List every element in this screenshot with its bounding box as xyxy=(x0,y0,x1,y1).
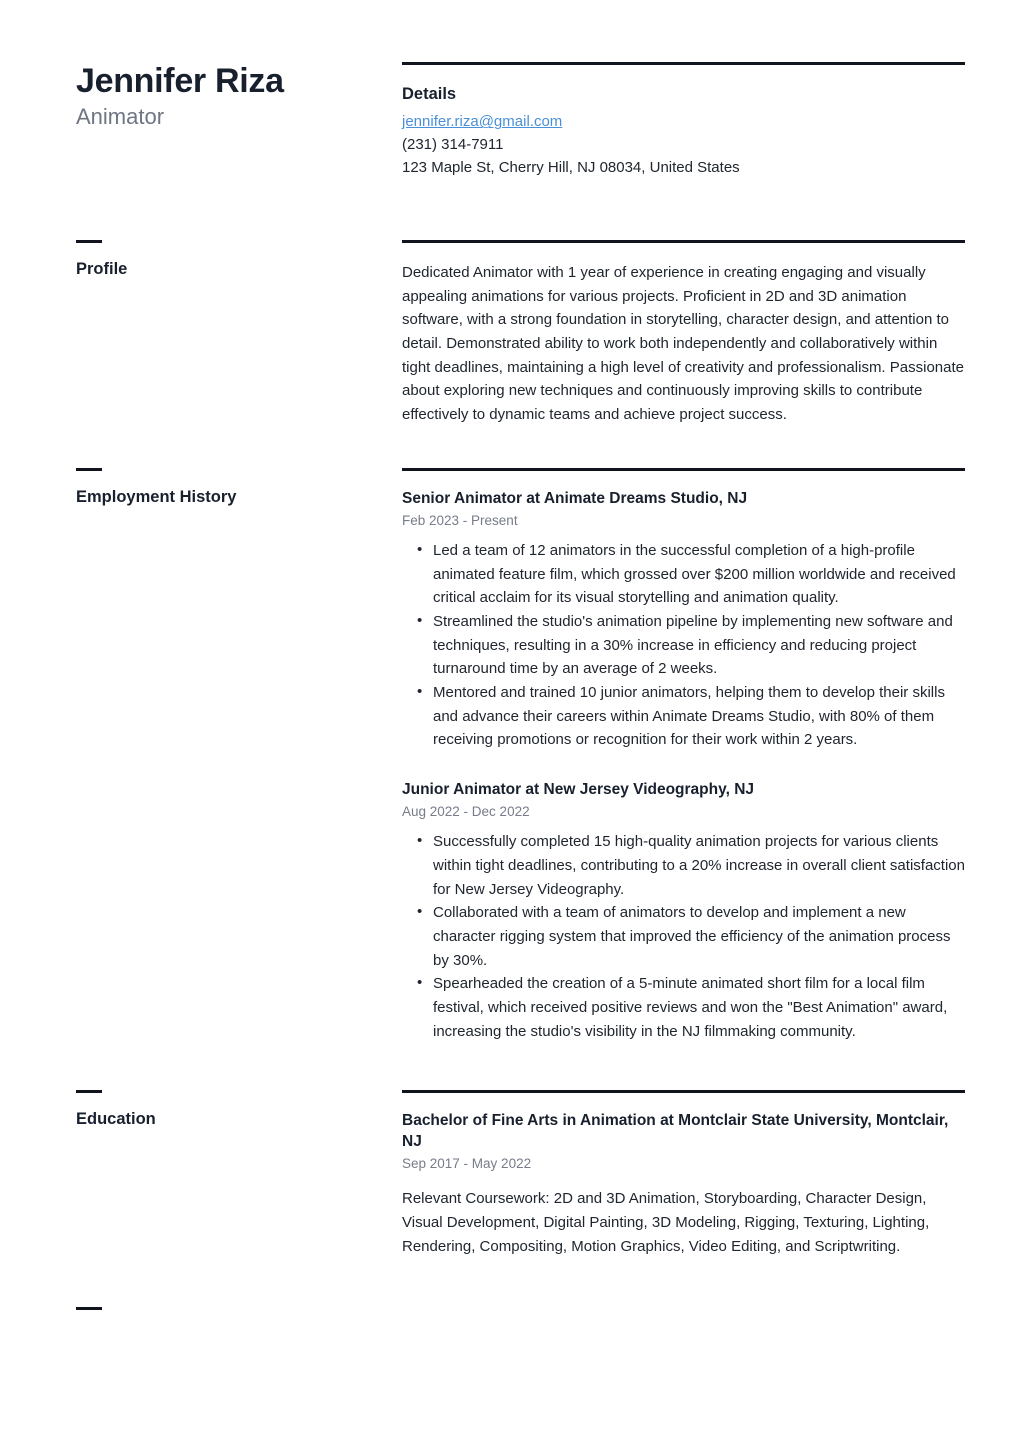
education-entry-title: Bachelor of Fine Arts in Animation at Montclair State University, Montclair, NJ xyxy=(402,1112,949,1151)
education-section xyxy=(402,1090,965,1258)
sidebar-item-profile xyxy=(76,240,402,427)
header-left xyxy=(76,62,402,180)
details-section xyxy=(402,62,965,180)
education-entry xyxy=(402,1111,965,1258)
employment-bullet-list xyxy=(402,539,965,752)
sidebar-dash-icon xyxy=(76,240,102,243)
spacer xyxy=(76,427,402,468)
next-section-placeholder xyxy=(402,1307,965,1326)
sidebar-label-profile: Profile xyxy=(76,259,128,278)
details-heading: Details xyxy=(402,85,457,103)
employment-entry xyxy=(402,489,965,752)
email-link[interactable]: jennifer.riza@gmail.com xyxy=(402,113,563,131)
list-item: • Spearheaded the creation of a 5-minute animated short film for a local film festival, which received positive reviews and won the "Best Animation" award, increasing the studio's visibility in the NJ filmmaking community. xyxy=(433,972,965,1043)
sidebar-item-employment xyxy=(76,468,402,1044)
page-title: Jennifer Riza xyxy=(76,62,284,100)
sidebar-label-employment: Employment History xyxy=(76,487,237,506)
spacer xyxy=(402,427,965,468)
sidebar-dash-icon xyxy=(76,1307,102,1310)
sidebar-label-education: Education xyxy=(76,1110,156,1129)
education-entry-note: Relevant Coursework: 2D and 3D Animation, Storyboarding, Character Design, Visual Development, Digital Painting, 3D Modeling, Rigging, Texturing, Lighting, Rendering, Compositing, Motion Graphics, Video Editing, and Scriptwriting. xyxy=(402,1190,930,1255)
employment-entry-title: Junior Animator at New Jersey Videography, NJ xyxy=(402,781,755,798)
spacer xyxy=(402,1043,965,1090)
sidebar-item-education xyxy=(76,1090,402,1258)
list-item: • Successfully completed 15 high-quality animation projects for various clients within tight deadlines, contributing to a 20% increase in overall client satisfaction for New Jersey Videography. xyxy=(433,830,965,901)
employment-entry-date: Aug 2022 - Dec 2022 xyxy=(402,803,530,819)
employment-bullet-list xyxy=(402,830,965,1043)
employment-section xyxy=(402,468,965,1044)
employment-entry-title: Senior Animator at Animate Dreams Studio, NJ xyxy=(402,489,748,507)
sidebar-dash-icon xyxy=(76,468,102,471)
list-item: • Led a team of 12 animators in the successful completion of a high-profile animated feature film, which grossed over $200 million worldwide and received critical acclaim for its visual storytelling and animation quality. xyxy=(433,539,965,610)
list-item: • Collaborated with a team of animators to develop and implement a new character rigging system that improved the efficiency of the animation process by 30%. xyxy=(433,901,965,972)
spacer xyxy=(402,180,965,240)
employment-entry xyxy=(402,780,965,1043)
spacer xyxy=(402,1259,965,1307)
sidebar-item-next-section xyxy=(76,1307,402,1326)
phone-value: (231) 314-7911 xyxy=(402,136,504,154)
spacer xyxy=(76,1259,402,1307)
spacer xyxy=(76,1043,402,1090)
list-item: • Streamlined the studio's animation pipeline by implementing new software and techniques, resulting in a 30% increase in efficiency and reducing project turnaround time by an average of 2 weeks. xyxy=(433,610,965,681)
profile-text: Dedicated Animator with 1 year of experience in creating engaging and visually appealing animations for various projects. Proficient in 2D and 3D animation software, with a strong foundation in storytelling, character design, and attention to detail. Demonstrated ability to work both independently and collaboratively within tight deadlines, maintaining a high level of creativity and professionalism. Passionate about exploring new techniques and continuously improving skills to contribute effectively to dynamic teams and achieve project success. xyxy=(402,263,964,423)
employment-entry-date: Feb 2023 - Present xyxy=(402,512,518,528)
address-value: 123 Maple St, Cherry Hill, NJ 08034, United States xyxy=(402,159,740,177)
list-item: • Mentored and trained 10 junior animators, helping them to develop their skills and advance their careers within Animate Dreams Studio, with 80% of them receiving promotions or recognition for their work within 2 years. xyxy=(433,681,965,752)
education-entry-date: Sep 2017 - May 2022 xyxy=(402,1156,532,1172)
profile-section xyxy=(402,240,965,427)
spacer xyxy=(76,180,402,240)
job-title: Animator xyxy=(76,104,165,130)
sidebar-dash-icon xyxy=(76,1090,102,1093)
